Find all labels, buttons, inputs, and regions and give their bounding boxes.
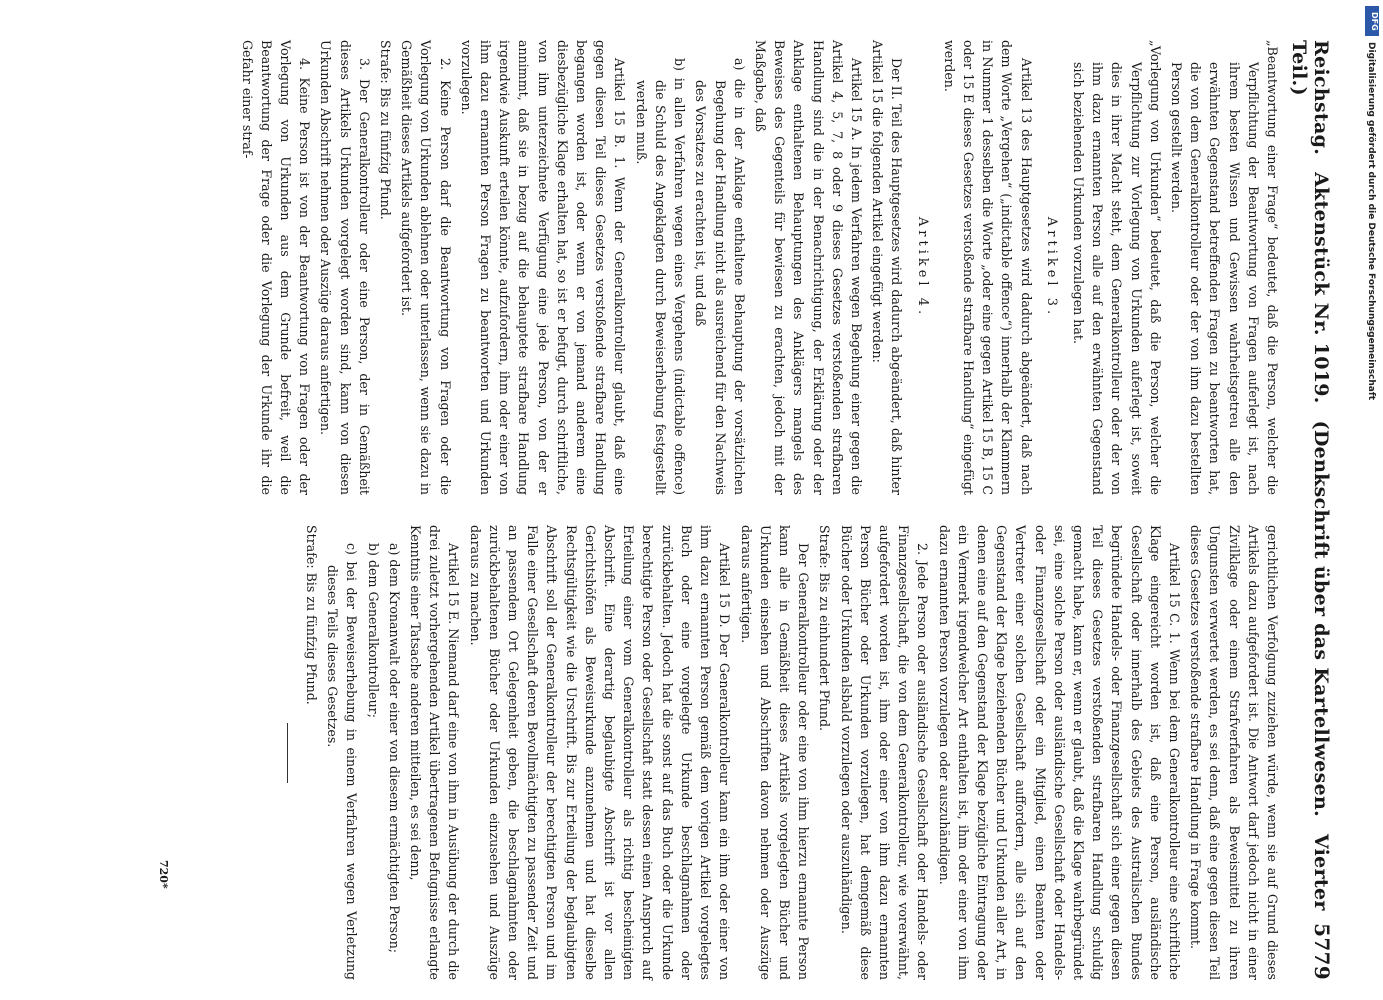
list-item: a) dem Kronanwalt oder einer von diesem ermächtigten Person; — [386, 543, 402, 954]
closing-rule — [287, 723, 288, 783]
running-title-part: Vierter Teil.) — [1288, 40, 1332, 911]
paragraph: gerichtlichen Verfolgung zuziehen würde, wenn sie auf Grund dieses Artikels dazu aufgefordert ist. Die Antwort darf jedoch nicht in einer Zivilklage oder einem Strafverfahren als Beweismittel zu ihren Ungunsten verwertet werden, es sei denn, daß eine gegen diesen Teil dieses Gesetzes verstoßende strafbare Handlung in Frage kommt. — [1188, 525, 1280, 980]
paragraph: 3. Der Generalkontrolleur oder eine Person, der in Gemäßheit dieses Artikels Urkunden vorgelegt worden sind, kann von diesen Urkunden Abschrift nehmen oder Auszüge daraus anfertigen. — [318, 40, 372, 495]
list-item: a) die in der Anklage enthaltene Behauptung der vorsätzlichen Begehung der Handlung nicht als ausreichend für den Nachweis des Vorsatzes zu erachten ist, und daß — [693, 58, 747, 495]
page-header — [1288, 40, 1334, 980]
paragraph: Der Generalkontrolleur oder eine von ihm hierzu ernannte Person kann alle in Gemäßheit dieses Artikels vorgelegten Bücher und Urkunden einsehen und Abschriften davon nehmen oder Auszüge daraus anfertigen. — [738, 525, 812, 980]
paragraph: Artikel 15 D. Der Generalkontrolleur kann ein ihm oder einer von ihm dazu ernannten Person gemäß dem vorigen Artikel vorgelegtes Buch oder eine vorgelegte Urkunde beschlagnahmen oder zurückbehalten. Jedoch hat die sonst auf das Buch oder die Urkunde berechtigte Person oder Gesellschaft statt dessen einen Anspruch auf Erteilung einer vom Generalkontrolleur als richtig bescheinigten Abschrift. Eine derartig beglaubigte Abschrift ist vor allen Gerichtshöfen als Beweisurkunde anzunehmen und hat dieselbe Rechtsgültigkeit wie die Urschrift. Bis zur Erteilung der beglaubigten Abschrift soll der Generalkontrolleur der berechtigten Person und im Falle einer Gesellschaft deren Bevollmächtigten zu passender Zeit und an passendem Ort Gelegenheit geben, die beschlagnahmten oder zurückbehaltenen Bücher oder Urkunden einzusehen und Auszüge daraus zu machen. — [467, 525, 733, 980]
running-title-part: Aktenstück Nr. 1019. — [1310, 172, 1332, 404]
paragraph: 4. Keine Person ist von der Beantwortung von Fragen oder der Vorlegung von Urkunden aus dem Grunde befreit, weil die Beantwortung der Frage oder die Vorlegung der Urkunde ihr die Gefahr einer straf- — [239, 40, 313, 495]
paragraph: Artikel 15 C. 1. Wenn bei dem Generalkontrolleur eine schriftliche Klage eingereicht worden ist, daß eine Person, ausländische Gesellschaft oder innerhalb des Gebiets des Australischen Bundes begründete Handels- oder Finanzgesellschaft sich einer gegen diesen Teil dieses Gesetzes verstoßenden strafbaren Handlung schuldig gemacht habe, kann er, wenn er glaubt, daß die Klage wahrbegründet sei, eine solche Person oder ausländische Gesellschaft oder Handels- oder Finanzgesellschaft oder ein Mitglied, einen Beamten oder Vertreter einer solchen Gesellschaft auffordern, alle sich auf den Gegenstand der Klage beziehenden Bücher und Urkunden aller Art, in denen eine auf den Gegenstand der Klage bezügliche Eintragung oder ein Vermerk irgendwelcher Art enthalten ist, ihm oder einer von ihm dazu ernannten Person vorzulegen oder auszuhändigen. — [936, 525, 1182, 980]
list-item: b) in allen Verfahren wegen eines Vergehens (indictable offence) die Schuld des Angeklagten durch Beweiserhebung festgestellt werden muß. — [633, 58, 688, 495]
digitization-credit: Digitalisierung gefördert durch die Deutsche Forschungsgemeinschaft — [1366, 42, 1376, 401]
paragraph: Der II. Teil des Hauptgesetzes wird dadurch abgeändert, daß hinter Artikel 15 die folgenden Artikel eingefügt werden: — [870, 40, 905, 495]
digitization-credit-strip — [1364, 4, 1380, 994]
paragraph: Strafe: Bis zu fünfzig Pfund. — [378, 40, 394, 220]
left-text-column — [52, 40, 1282, 495]
paragraph: „Vorlegung von Urkunden“ bedeutet, daß die Person, welcher die Verpflichtung zur Vorlegung von Urkunden auferlegt ist, soweit dies in ihrer Macht steht, dem Generalkontrolleur oder der von ihm dazu ernannten Person alle auf den erwähnten Gegenstand sich beziehenden Urkunden vorzulegen hat. — [1070, 40, 1163, 495]
paragraph: Artikel 15 E. Niemand darf eine von ihm in Ausübung der durch die drei zuletzt vorhergehenden Artikel übertragenen Befugnisse erlangte Kenntnis einer Tatsache anderen mitteilen, es sei denn, — [408, 525, 462, 980]
paragraph: Strafe: Bis zu einhundert Pfund. — [817, 525, 833, 732]
paragraph: Strafe: Bis zu fünfzig Pfund. — [304, 525, 320, 705]
sheet-number: 720* — [157, 860, 170, 889]
list-item: b) dem Generalkontrolleur; — [365, 543, 381, 718]
paragraph: Artikel 15 A. In jedem Verfahren wegen Begehung einer gegen die Artikel 4, 5, 7, 8 oder 9 dieses Gesetzes verstoßenden strafbaren Handlung sind die in der Benachrichtigung, der Erklärung oder der Anklage enthaltenen Behauptungen des Anklägers mangels des Beweises des Gegenteils für bewiesen zu erachten, jedoch mit der Maßgabe, daß — [752, 40, 864, 495]
list-item: c) bei der Beweiserhebung in einem Verfahren wegen Verletzung dieses Teils dieses Gesetzes. — [325, 543, 360, 980]
paragraph: Artikel 15 B. 1. Wenn der Generalkontrolleur glaubt, daß eine gegen diesen Teil dieses Gesetzes verstoßende strafbare Handlung begangen worden ist, oder wenn er von jemand anderem eine diesbezügliche Klage erhalten hat, so ist er befugt, durch schriftliche, von ihm unterzeichnete Verfügung eine jede Person, von der er annimmt, daß sie in bezug auf die behauptete strafbare Handlung irgendwie Auskunft erteilen könnte, aufzufordern, ihm oder einer von ihm dazu ernannten Person Fragen zu beantworten und Urkunden vorzulegen. — [458, 40, 628, 495]
article-heading: Artikel 3. — [1043, 216, 1059, 319]
page-number: 5779 — [1310, 923, 1334, 980]
paragraph: 2. Jede Person oder ausländische Gesellschaft oder Handels- oder Finanzgesellschaft, die von dem Generalkontrolleur, wie vorerwähnt, aufgefordert worden ist, ihm oder einer von ihm dazu ernannten Person Bücher oder Urkunden vorzulegen, hat demgemäß diese Bücher oder Urkunden alsbald vorzulegen oder auszuhändigen. — [838, 525, 931, 980]
document-page — [40, 0, 1360, 1000]
paragraph: „Beantwortung einer Frage“ bedeutet, daß die Person, welcher die Verpflichtung der Beantwortung von Fragen auferlegt ist, nach ihrem besten Wissen und Gewissen wahrheitsgetreu alle den erwähnten Gegenstand betreffenden Fragen zu beantworten hat, die von dem Generalkontrolleur oder der von ihm dazu bestellten Person gestellt werden. — [1168, 40, 1280, 495]
paragraph: 2. Keine Person darf die Beantwortung von Fragen oder die Vorlegung von Urkunden ablehnen oder unterlassen, wenn sie dazu in Gemäßheit dieses Artikels aufgefordert ist. — [399, 40, 453, 495]
running-title — [1288, 40, 1332, 923]
running-title-part: (Denkschrift über das Kartellwesen. — [1310, 420, 1332, 818]
article-heading: Artikel 4. — [914, 216, 930, 319]
right-text-column — [52, 525, 1282, 980]
dfg-logo: DFG — [1365, 6, 1379, 36]
paragraph: Artikel 13 des Hauptgesetzes wird dadurch abgeändert, daß nach dem Worte „Vergehen“ („indictable offence“) innerhalb der Klammern in Nummer 1 desselben die Worte „oder eine gegen Artikel 15 B, 15 C oder 15 E dieses Gesetzes verstoßende strafbare Handlung“ eingefügt werden. — [941, 40, 1034, 495]
running-title-part: Reichstag. — [1310, 40, 1332, 156]
